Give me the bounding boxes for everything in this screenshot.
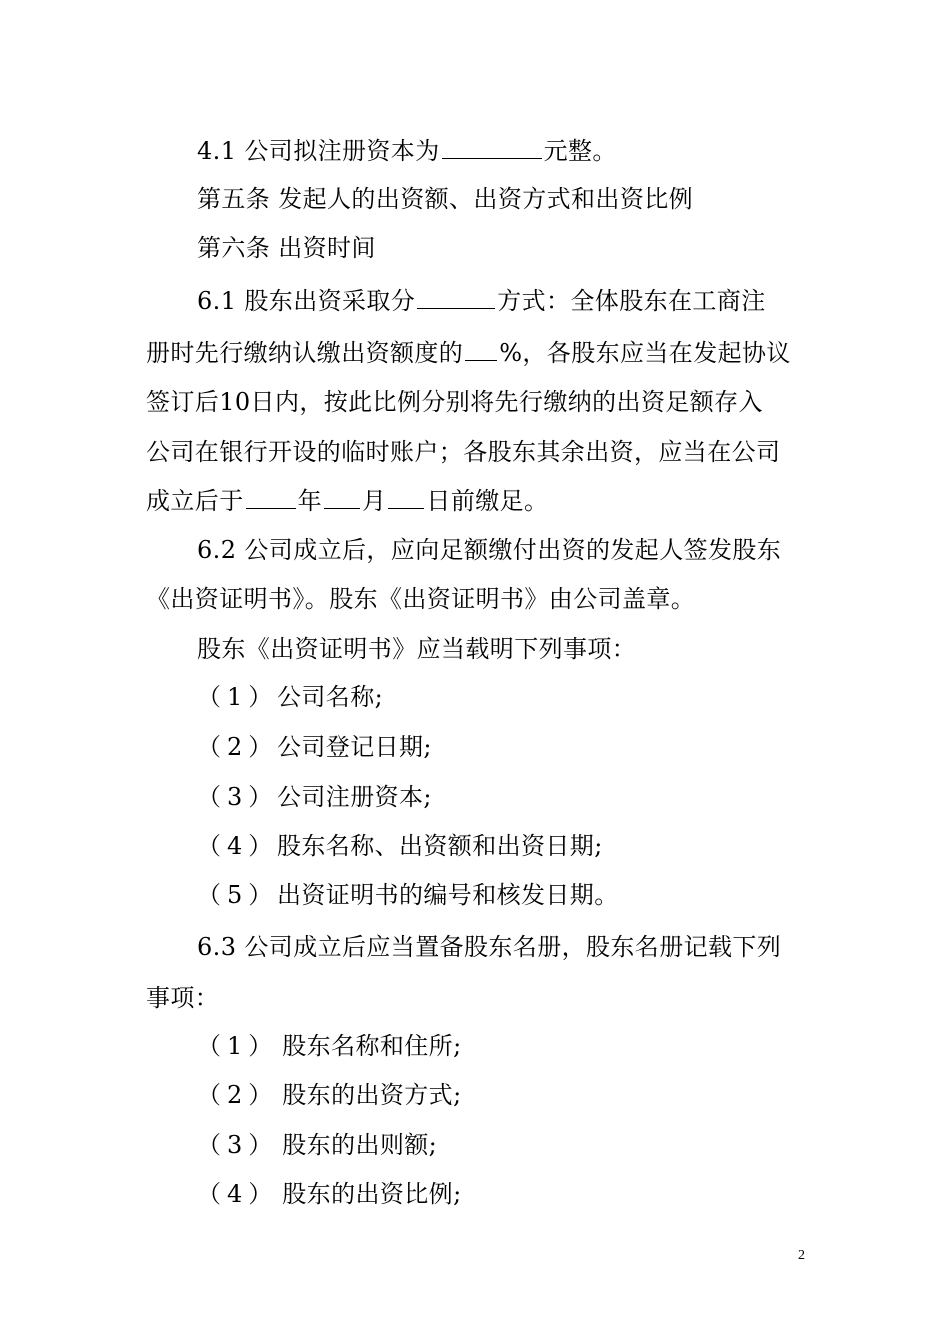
list-item-text: 出资证明书的编号和核发日期。 [277, 881, 619, 909]
clause-6-1-line-1 [197, 284, 867, 317]
list-item-number: （2） [197, 733, 279, 761]
day-label: 日前缴足。 [426, 487, 549, 515]
list-item [197, 781, 432, 813]
list-item [197, 1079, 462, 1111]
list-item-number: （1） [197, 683, 279, 711]
year-label: 年 [297, 487, 323, 515]
clause-6-2-line-1: 6.2 公司成立后，应向足额缴付出资的发起人签发股东 [197, 536, 782, 564]
clause-6-1-line-4: 公司在银行开设的临时账户；各股东其余出资，应当在公司 [146, 438, 781, 466]
clause-4-1-text: 4.1 公司拟注册资本为 [197, 137, 440, 165]
list-item [197, 1129, 437, 1161]
clause-6-1-line-2 [146, 336, 816, 369]
list-item [197, 1030, 462, 1062]
list-item-text: 公司名称; [277, 683, 384, 711]
list-item-text: 股东名称、出资额和出资日期; [277, 832, 603, 860]
clause-4-1-suffix: 元整。 [543, 137, 617, 165]
day-blank [388, 484, 424, 509]
clause-6-3-line-1: 6.3 公司成立后应当置备股东名册，股东名册记载下列 [197, 933, 782, 961]
article-6-heading: 第六条 出资时间 [197, 234, 376, 262]
list-item-number: （3） [197, 783, 279, 811]
list-item-number: （5） [197, 881, 279, 909]
clause-6-1-l2-cont: %，各股东应当在发起协议 [499, 339, 791, 367]
article-5-heading: 第五条 发起人的出资额、出资方式和出资比例 [197, 185, 694, 213]
list-item-number: （1） [197, 1032, 279, 1060]
list-item-text: 公司登记日期; [277, 733, 432, 761]
list-item-number: （4） [197, 1180, 279, 1208]
list-item-text: 股东的出则额; [282, 1131, 438, 1159]
clause-6-1-text: 6.1 股东出资采取分 [197, 287, 416, 315]
list-item [197, 830, 603, 862]
list-item-text: 股东的出资方式; [282, 1081, 462, 1109]
clause-6-2-line-2: 《出资证明书》。股东《出资证明书》由公司盖章。 [146, 585, 696, 613]
clause-6-1-line-3: 签订后10日内，按此比例分别将先行缴纳的出资足额存入 [146, 388, 763, 416]
list-item-number: （2） [197, 1081, 279, 1109]
installment-blank [417, 284, 495, 309]
clause-6-1-line-5 [146, 484, 816, 517]
month-blank [324, 484, 360, 509]
list-item-text: 股东名称和住所; [282, 1032, 462, 1060]
list-item [197, 731, 432, 763]
list-item [197, 879, 619, 911]
list-item-number: （4） [197, 832, 279, 860]
list-item [197, 681, 383, 713]
clause-6-1-l2-text: 册时先行缴纳认缴出资额度的 [146, 339, 464, 367]
percentage-blank [465, 336, 497, 361]
date-prefix: 成立后于 [146, 487, 244, 515]
list-item-number: （3） [197, 1131, 279, 1159]
page-number: 2 [798, 1248, 805, 1263]
capital-amount-blank [442, 134, 542, 159]
clause-4-1 [197, 134, 867, 167]
clause-6-2-line-3: 股东《出资证明书》应当载明下列事项： [197, 635, 637, 663]
clause-6-3-line-2: 事项： [146, 984, 220, 1012]
list-item [197, 1178, 462, 1210]
year-blank [246, 484, 296, 509]
clause-6-1-text-cont: 方式：全体股东在工商注 [497, 287, 766, 315]
list-item-text: 股东的出资比例; [282, 1180, 462, 1208]
month-label: 月 [362, 487, 387, 515]
list-item-text: 公司注册资本; [277, 783, 432, 811]
